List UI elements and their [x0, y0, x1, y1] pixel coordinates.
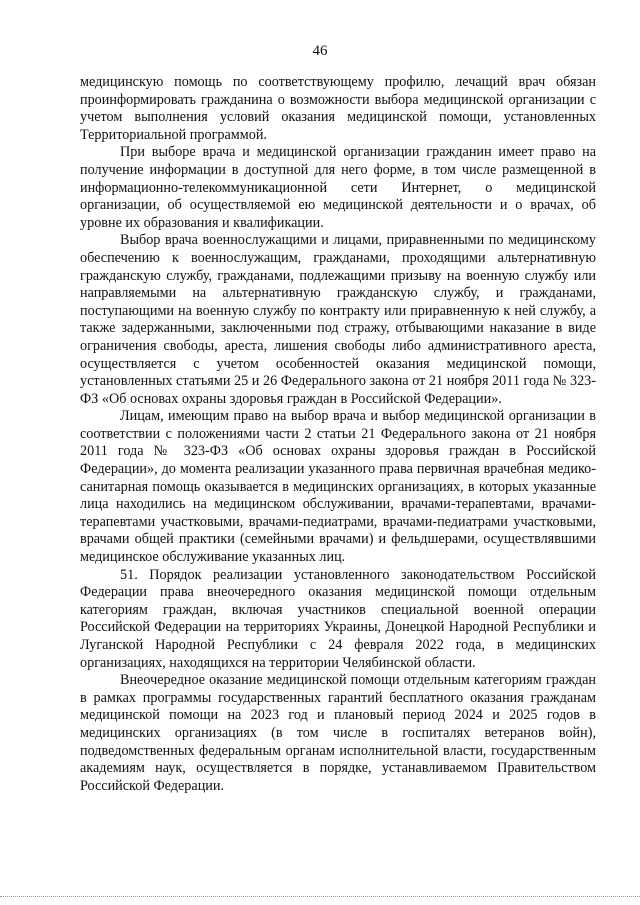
- paragraph-continuation: медицинскую помощь по соответствующему профилю, лечащий врач обязан проинформировать гражданина о возможности выбора медицинской организации с учетом выполнения условий оказания медицинской помощи, установленных Территориальной программой.: [80, 74, 596, 143]
- document-body: [80, 74, 596, 795]
- paragraph-military-choice: Выбор врача военнослужащими и лицами, приравненными по медицинскому обеспечению к военнослужащим, гражданами, проходящими альтернативную гражданскую службу, гражданами, подлежащими призыву на военную службу или направляемыми на альтернативную гражданскую службу, и гражданами, поступающими на военную службу по контракту или приравненную к ней службу, а также задержанными, заключенными под стражу, отбывающими наказание в виде ограничения свободы, ареста, лишения свободы либо административного ареста, осуществляется с учетом особенностей оказания медицинской помощи, установленных статьями 25 и 26 Федерального закона от 21 ноября 2011 года № 323-ФЗ «Об основах охраны здоровья граждан в Российской Федерации».: [80, 232, 596, 407]
- paragraph-choice-information: При выборе врача и медицинской организации гражданин имеет право на получение информации в доступной для него форме, в том числе размещенной в информационно-телекоммуникационной сети Интернет, о медицинской организации, об осуществляемой ею медицинской деятельности и о врачах, об уровне их образования и квалификации.: [80, 144, 596, 231]
- paragraph-section-51: 51. Порядок реализации установленного законодательством Российской Федерации права внеочередного оказания медицинской помощи отдельным категориям граждан, включая участников специальной военной операции Российской Федерации на территориях Украины, Донецкой Народной Республики и Луганской Народной Республики с 24 февраля 2022 года, в медицинских организациях, находящихся на территории Челябинской области.: [80, 566, 596, 671]
- paragraph-priority-care: Внеочередное оказание медицинской помощи отдельным категориям граждан в рамках программы государственных гарантий бесплатного оказания гражданам медицинской помощи на 2023 год и плановый период 2024 и 2025 годов в медицинских организациях (в том числе в госпиталях ветеранов войн), подведомственных федеральным органам исполнительной власти, государственным академиям наук, осуществляется в порядке, устанавливаемом Правительством Российской Федерации.: [80, 672, 596, 794]
- page-number: 46: [312, 43, 328, 59]
- scan-bottom-edge: [0, 896, 640, 898]
- paragraph-primary-care: Лицам, имеющим право на выбор врача и выбор медицинской организации в соответствии с положениями части 2 статьи 21 Федерального закона от 21 ноября 2011 года № 323-ФЗ «Об основах охраны здоровья граждан в Российской Федерации», до момента реализации указанного права первичная врачебная медико-санитарная помощь оказывается в медицинских организациях, в которых указанные лица находились на медицинском обслуживании, врачами-терапевтами, врачами-терапевтами участковыми, врачами-педиатрами, врачами-педиатрами участковыми, врачами общей практики (семейными врачами) и фельдшерами, осуществлявшими медицинское обслуживание указанных лиц.: [80, 408, 596, 566]
